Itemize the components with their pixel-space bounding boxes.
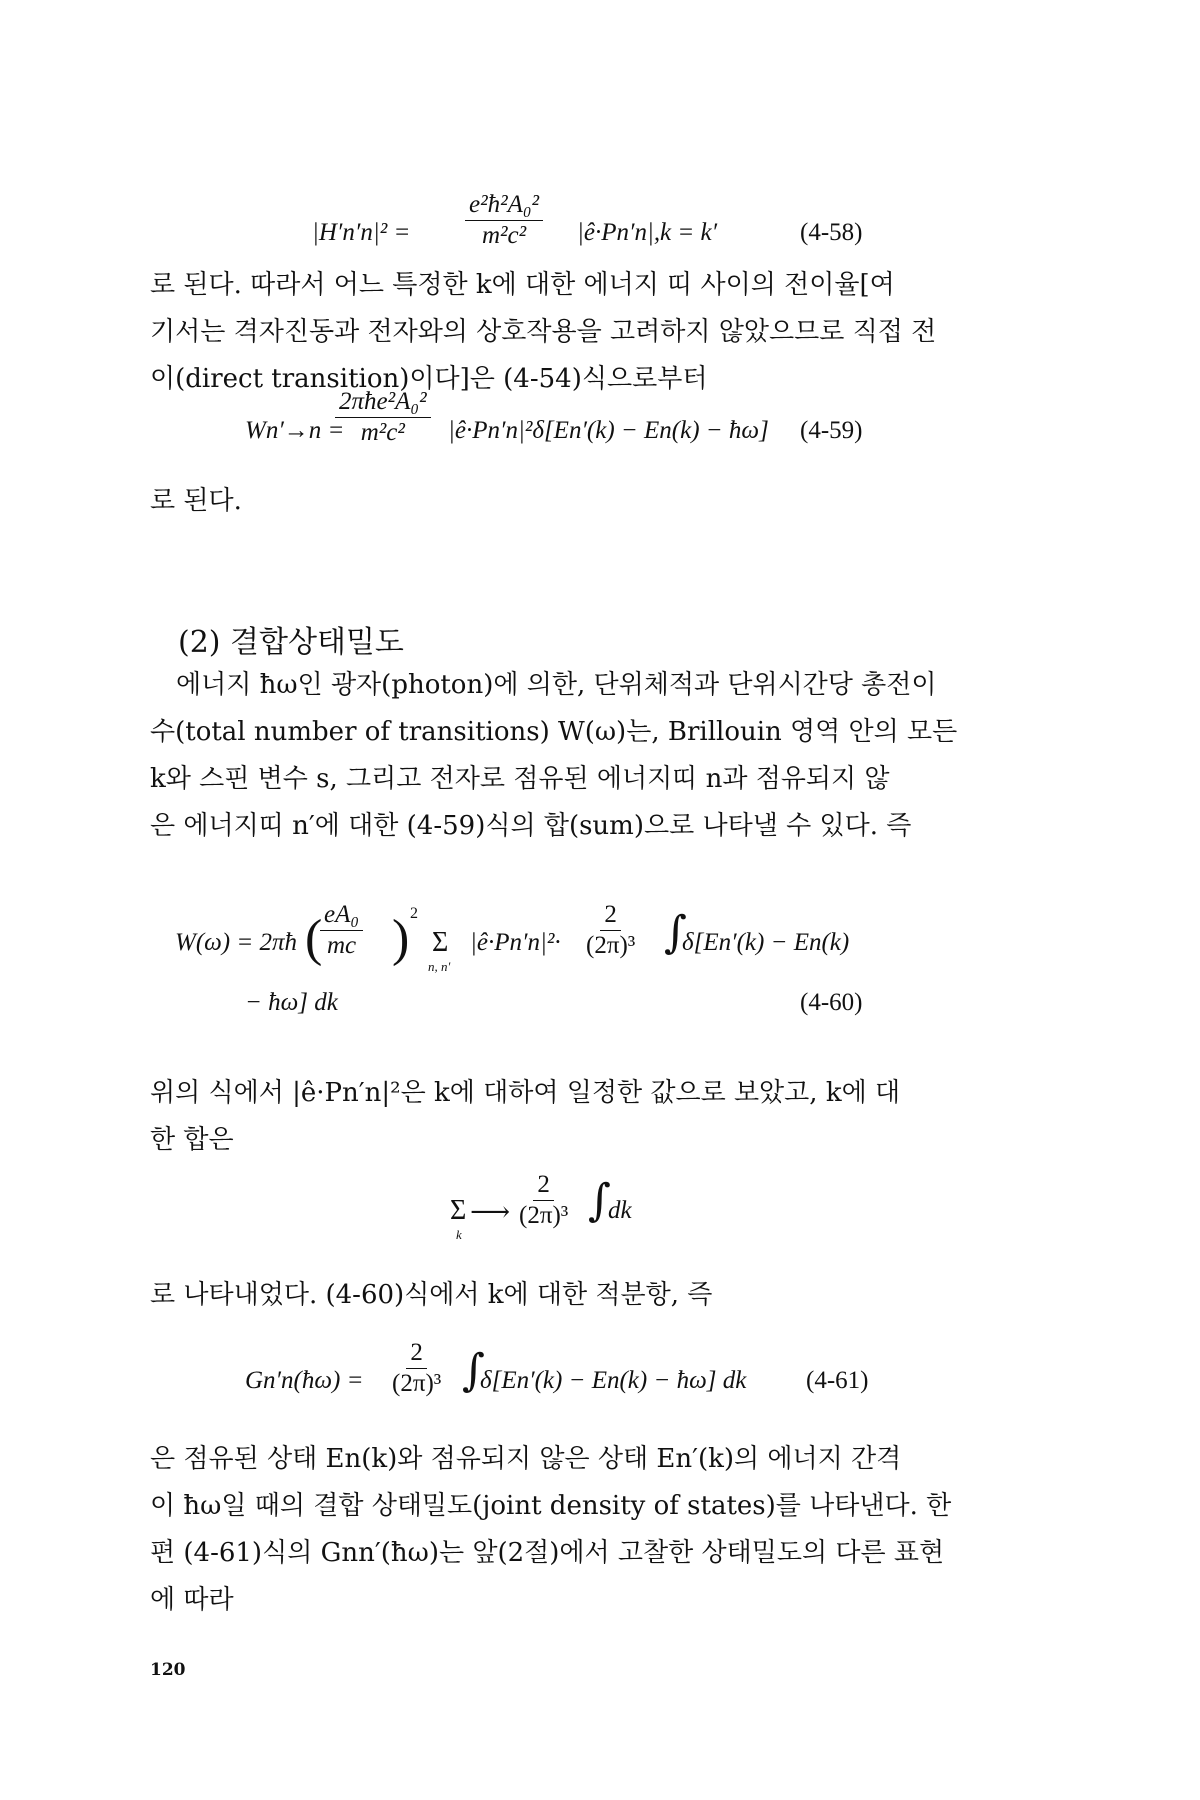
eq-denominator: mc — [326, 931, 357, 959]
eq-fraction — [465, 191, 543, 251]
text-line: 편 (4-61)식의 Gnn′(ħω)는 앞(2절)에서 고찰한 상태밀도의 다른 표현 — [150, 1538, 945, 1568]
page-number: 120 — [150, 1660, 186, 1680]
text-line: 기서는 격자진동과 전자와의 상호작용을 고려하지 않았으므로 직접 전 — [150, 317, 937, 347]
text-line: 수(total number of transitions) W(ω)는, Brillouin 영역 안의 모든 — [150, 717, 958, 747]
equation-4-61 — [0, 1333, 1200, 1433]
eq-denominator: (2π)³ — [392, 1369, 442, 1397]
text-line: 에 따라 — [150, 1585, 234, 1615]
equation-number: (4-59) — [800, 417, 863, 444]
text-line: 에너지 ħω인 광자(photon)에 의한, 단위체적과 단위시간당 총전이 — [176, 670, 937, 700]
eq-rhs: |ê·Pn′n|²δ[En′(k) − En(k) − ħω] — [448, 417, 769, 444]
eq-continuation: − ħω] dk — [245, 989, 338, 1016]
eq-rhs: δ[En′(k) − En(k) − ħω] dk — [480, 1367, 747, 1394]
eq-numerator: eA₀ — [320, 901, 363, 931]
equation-4-60 — [0, 895, 1200, 1025]
eq-lhs: |H′n′n|² = — [312, 219, 411, 246]
arrow-icon: ⟶ — [470, 1197, 511, 1228]
eq-lhs: W(ω) = 2πħ — [175, 929, 298, 956]
equation-number: (4-61) — [806, 1367, 869, 1394]
eq-exponent: 2 — [410, 905, 418, 922]
text-line: 로 된다. — [150, 486, 242, 516]
eq-numerator: 2 — [406, 1339, 427, 1369]
eq-denominator: m²c² — [481, 221, 527, 249]
paragraph-1 — [150, 262, 1030, 403]
eq-fraction — [582, 901, 639, 961]
eq-paren-fraction — [320, 901, 363, 961]
integral-sign: ∫ — [462, 1345, 485, 1396]
text-line: 한 합은 — [150, 1125, 234, 1155]
eq-rhs: dk — [608, 1197, 632, 1224]
eq-condition: k = k′ — [660, 219, 718, 246]
sum-subscript: n, n′ — [428, 959, 451, 974]
paragraph-5 — [150, 1272, 1030, 1319]
text-line: k와 스핀 변수 s, 그리고 전자로 점유된 에너지띠 n과 점유되지 않 — [150, 764, 890, 794]
text-line: 은 점유된 상태 En(k)와 점유되지 않은 상태 En′(k)의 에너지 간격 — [150, 1444, 902, 1474]
text-line: 이(direct transition)이다]은 (4-54)식으로부터 — [150, 364, 708, 394]
sum-subscript: k — [456, 1227, 462, 1242]
text-line: 로 된다. 따라서 어느 특정한 k에 대한 에너지 띠 사이의 전이율[여 — [150, 270, 895, 300]
integral-sign: ∫ — [664, 907, 687, 958]
equation-sum-to-integral — [0, 1165, 1200, 1265]
paragraph-3 — [150, 615, 1030, 850]
section-heading: (2) 결합상태밀도 — [178, 625, 404, 660]
text-line: 은 에너지띠 n′에 대한 (4-59)식의 합(sum)으로 나타낼 수 있다. 즉 — [150, 811, 912, 841]
eq-fraction — [388, 1339, 445, 1399]
eq-fraction — [515, 1171, 572, 1231]
eq-fraction — [335, 388, 431, 448]
equation-number: (4-60) — [800, 989, 863, 1016]
sum-sign: Σ — [432, 927, 449, 958]
eq-lhs: Wn′→n = — [245, 417, 345, 444]
sum-sign: Σ — [450, 1195, 467, 1226]
eq-denominator: m²c² — [360, 418, 405, 446]
text-line: 이 ħω일 때의 결합 상태밀도(joint density of states)를 나타낸다. 한 — [150, 1491, 952, 1521]
eq-denominator: (2π)³ — [519, 1201, 569, 1229]
eq-numerator: e²ħ²A₀² — [465, 191, 543, 221]
eq-middle-term: |ê·Pn′n|²· — [470, 929, 561, 956]
text-line: 위의 식에서 |ê·Pn′n|²은 k에 대하여 일정한 값으로 보았고, k에 대 — [150, 1078, 901, 1108]
eq-numerator: 2 — [600, 901, 621, 931]
right-paren: ) — [392, 910, 410, 967]
eq-rhs: |ê·Pn′n|, — [577, 219, 661, 246]
left-paren: ( — [305, 910, 323, 967]
eq-numerator: 2 — [533, 1171, 554, 1201]
equation-number: (4-58) — [800, 219, 863, 246]
eq-lhs: Gn′n(ħω) = — [245, 1367, 364, 1394]
paragraph-2 — [150, 478, 1030, 525]
eq-denominator: (2π)³ — [586, 931, 636, 959]
integral-sign: ∫ — [588, 1175, 611, 1226]
text-line: 로 나타내었다. (4-60)식에서 k에 대한 적분항, 즉 — [150, 1280, 713, 1310]
paragraph-6 — [150, 1436, 1030, 1624]
paragraph-4 — [150, 1070, 1030, 1164]
eq-numerator: 2πħe²A₀² — [335, 388, 431, 418]
eq-rhs: δ[En′(k) − En(k) — [682, 929, 850, 956]
equation-4-59 — [0, 384, 1200, 484]
